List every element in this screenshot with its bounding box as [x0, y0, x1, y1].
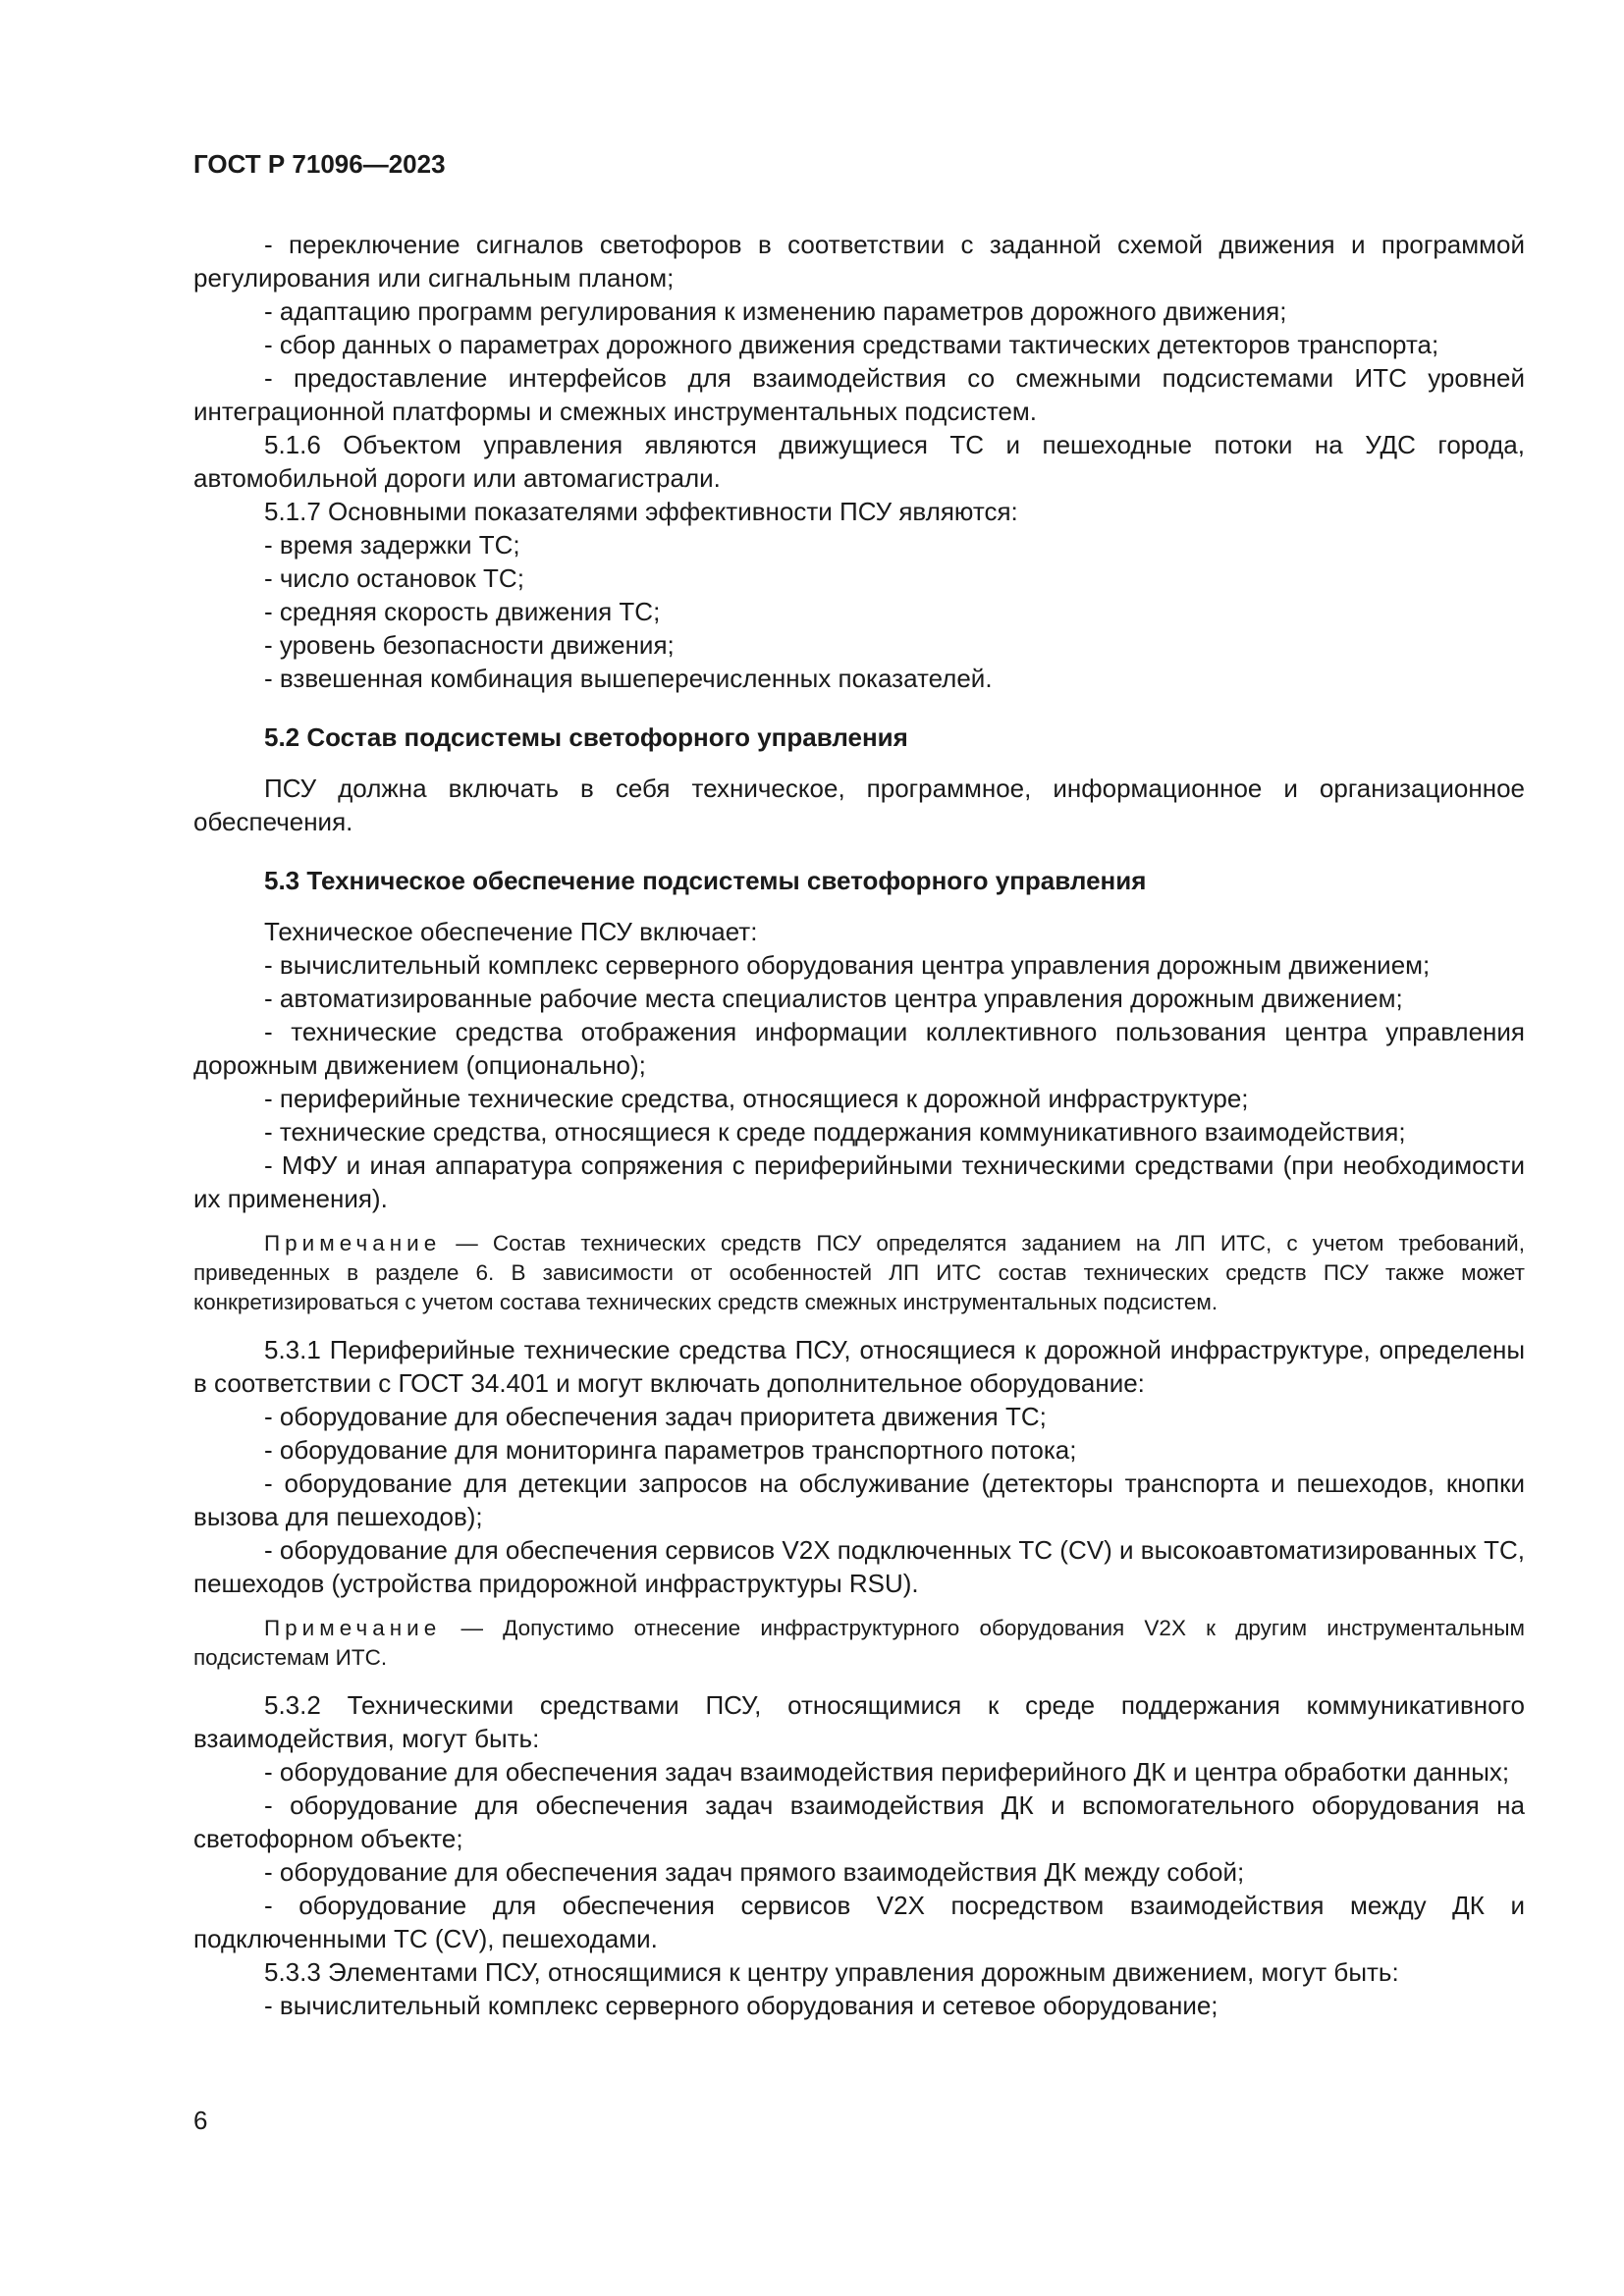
paragraph: - сбор данных о параметрах дорожного движения средствами тактических детекторов транспорта; — [264, 330, 1439, 359]
list-item: - оборудование для обеспечения задач приоритета движения ТС; — [264, 1402, 1047, 1431]
block-5-2 — [193, 772, 1525, 838]
paragraph: - предоставление интерфейсов для взаимодействия со смежными подсистемами ИТС уровней интеграционной платформы и смежных инструментальных подсистем. — [193, 363, 1525, 426]
paragraph: ПСУ должна включать в себя техническое, программное, информационное и организационное обеспечения. — [193, 774, 1525, 836]
list-item: - вычислительный комплекс серверного оборудования центра управления дорожным движением; — [264, 950, 1431, 980]
list-item: - оборудование для обеспечения задач взаимодействия периферийного ДК и центра обработки данных; — [264, 1757, 1510, 1787]
list-item: - оборудование для обеспечения задач прямого взаимодействия ДК между собой; — [264, 1857, 1245, 1887]
list-item: - взвешенная комбинация вышеперечисленных показателей. — [264, 664, 993, 693]
note-1 — [193, 1229, 1525, 1317]
paragraph: 5.1.6 Объектом управления являются движущиеся ТС и пешеходные потоки на УДС города, автомобильной дороги или автомагистрали. — [193, 430, 1525, 493]
block-5-3-2 — [193, 1688, 1525, 2022]
list-item: - технические средства отображения информации коллективного пользования центра управления дорожным движением (опционально); — [193, 1017, 1525, 1080]
list-item: - оборудование для детекции запросов на обслуживание (детекторы транспорта и пешеходов, кнопки вызова для пешеходов); — [193, 1468, 1525, 1531]
paragraph: - переключение сигналов светофоров в соответствии с заданной схемой движения и программой регулирования или сигнальным планом; — [193, 230, 1525, 293]
list-item: - автоматизированные рабочие места специалистов центра управления дорожным движением; — [264, 984, 1403, 1013]
paragraph: 5.3.1 Периферийные технические средства ПСУ, относящиеся к дорожной инфраструктуре, определены в соответствии с ГОСТ 34.401 и могут включать дополнительное оборудование: — [193, 1335, 1525, 1398]
note-text: — Допустимо отнесение инфраструктурного оборудования V2X к другим инструментальным подсистемам ИТС. — [193, 1616, 1525, 1670]
section-heading-5-3: 5.3 Техническое обеспечение подсистемы светофорного управления — [264, 866, 1147, 895]
document-header: ГОСТ Р 71096—2023 — [193, 149, 446, 179]
list-item: - уровень безопасности движения; — [264, 630, 675, 660]
list-item: - оборудование для обеспечения сервисов V2X посредством взаимодействия между ДК и подключенными ТС (CV), пешеходами. — [193, 1891, 1525, 1953]
block-5-1 — [193, 228, 1525, 695]
list-item: - МФУ и иная аппаратура сопряжения с периферийными техническими средствами (при необходимости их применения). — [193, 1150, 1525, 1213]
list-item: - число остановок ТС; — [264, 563, 524, 593]
list-item: - технические средства, относящиеся к среде поддержания коммуникативного взаимодействия; — [264, 1117, 1406, 1147]
page-number: 6 — [193, 2106, 208, 2135]
paragraph: Техническое обеспечение ПСУ включает: — [264, 917, 758, 946]
note-label: Примечание — [264, 1231, 442, 1255]
list-item: - вычислительный комплекс серверного оборудования и сетевое оборудование; — [264, 1991, 1218, 2020]
list-item: - время задержки ТС; — [264, 530, 520, 560]
paragraph: - адаптацию программ регулирования к изменению параметров дорожного движения; — [264, 296, 1287, 326]
note-text: — Состав технических средств ПСУ определятся заданием на ЛП ИТС, с учетом требований, приведенных в разделе 6. В зависимости от особенностей ЛП ИТС состав технических средств ПСУ также может конкретизироваться с учетом состава технических средств смежных инструментальных подсистем. — [193, 1231, 1525, 1314]
note-2 — [193, 1614, 1525, 1673]
list-item: - оборудование для обеспечения задач взаимодействия ДК и вспомогательного оборудования на светофорном объекте; — [193, 1790, 1525, 1853]
list-item: - средняя скорость движения ТС; — [264, 597, 661, 626]
paragraph: 5.1.7 Основными показателями эффективности ПСУ являются: — [264, 497, 1018, 526]
paragraph: 5.3.3 Элементами ПСУ, относящимися к центру управления дорожным движением, могут быть: — [264, 1957, 1399, 1987]
block-5-3 — [193, 915, 1525, 1215]
list-item: - оборудование для мониторинга параметров транспортного потока; — [264, 1435, 1077, 1465]
list-item: - оборудование для обеспечения сервисов V2X подключенных ТС (CV) и высокоавтоматизированных ТС, пешеходов (устройства придорожной инфраструктуры RSU). — [193, 1535, 1525, 1598]
paragraph: 5.3.2 Техническими средствами ПСУ, относящимися к среде поддержания коммуникативного взаимодействия, могут быть: — [193, 1690, 1525, 1753]
section-heading-5-2: 5.2 Состав подсистемы светофорного управления — [264, 722, 908, 752]
block-5-3-1 — [193, 1333, 1525, 1600]
list-item: - периферийные технические средства, относящиеся к дорожной инфраструктуре; — [264, 1084, 1249, 1113]
page-body — [193, 228, 1525, 2022]
note-label: Примечание — [264, 1616, 442, 1640]
